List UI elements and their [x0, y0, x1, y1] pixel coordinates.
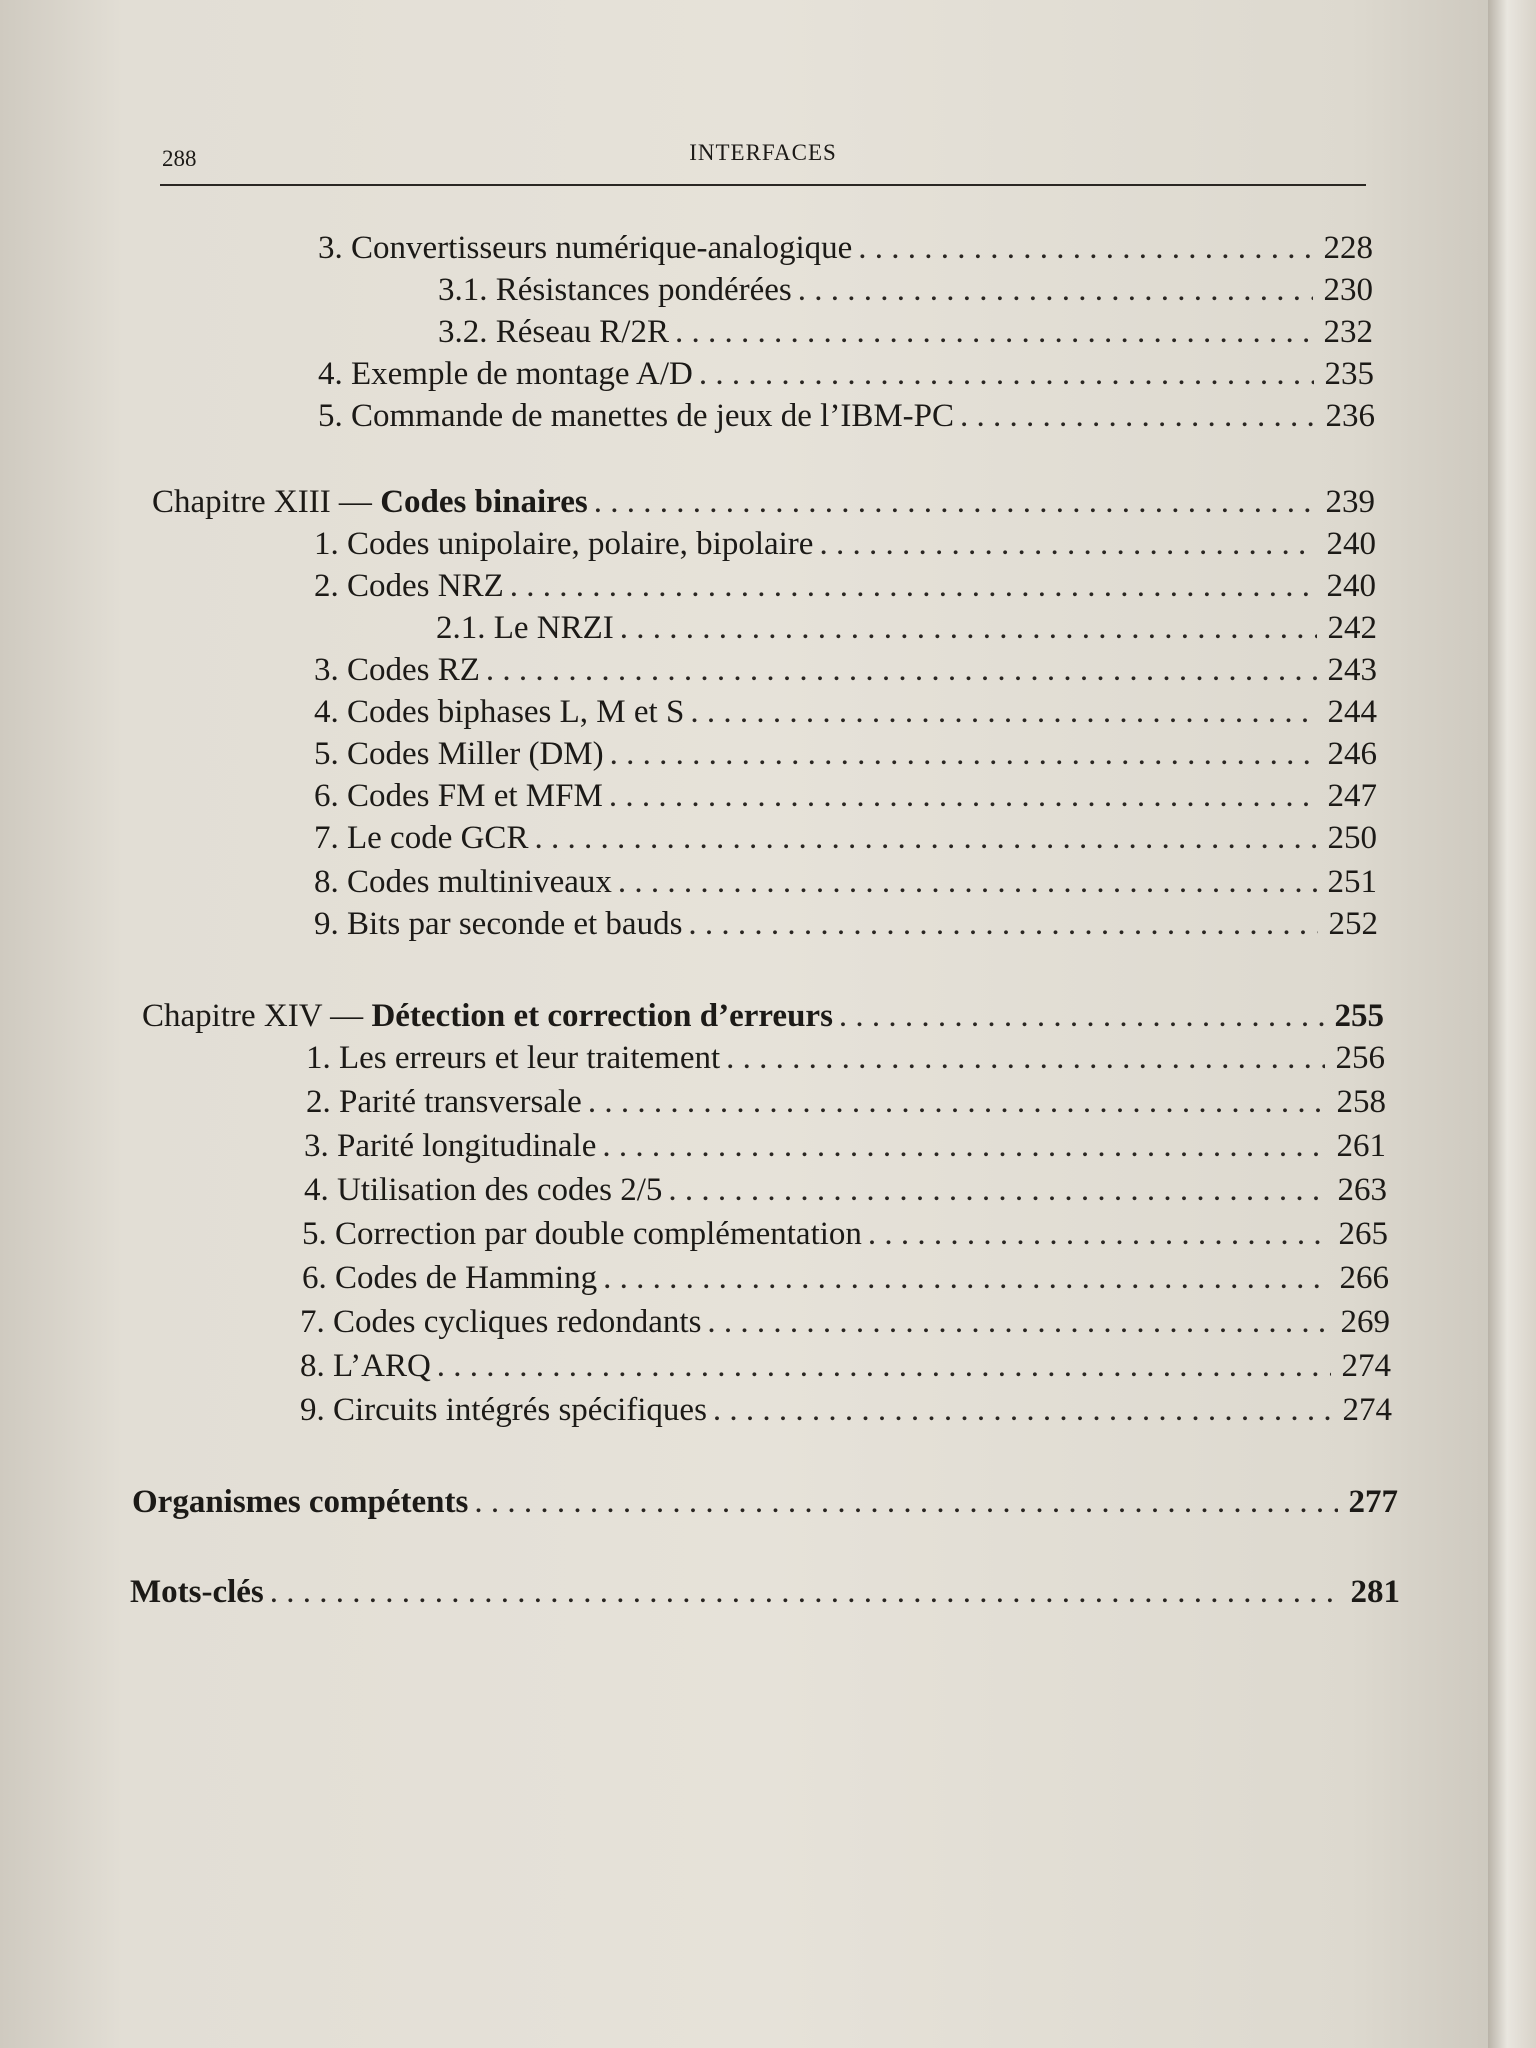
toc-page-number: 252	[1328, 906, 1378, 942]
toc-entry: 3. Parité longitudinale . . . 261	[304, 1126, 1386, 1166]
toc-entry: 7. Le code GCR . . . 250	[314, 818, 1377, 858]
toc-page-number: 258	[1336, 1084, 1386, 1120]
toc-page-number: 246	[1327, 736, 1377, 772]
toc-page-number: 242	[1327, 610, 1377, 646]
leader-dots	[270, 1572, 1340, 1612]
toc-entry: 3.2. Réseau R/2R . . . 232	[438, 312, 1373, 352]
toc-entry: 4. Exemple de montage A/D . . . 235	[318, 354, 1374, 394]
toc-page-number: 269	[1340, 1304, 1390, 1340]
toc-chapter-entry: Chapitre XIII — Codes binaires . . . 239	[152, 482, 1375, 522]
leader-dots	[594, 482, 1315, 522]
leader-dots	[620, 608, 1317, 648]
leader-dots	[960, 396, 1315, 436]
toc-page-number: 251	[1327, 864, 1377, 900]
leader-dots	[603, 1258, 1329, 1298]
leader-dots	[839, 996, 1324, 1036]
toc-page-number: 274	[1341, 1348, 1391, 1384]
leader-dots	[437, 1346, 1331, 1386]
leader-dots	[602, 1126, 1326, 1166]
toc-page-number: 277	[1348, 1484, 1398, 1520]
leader-dots	[868, 1214, 1328, 1254]
toc-entry: 6. Codes de Hamming . . . 266	[302, 1258, 1389, 1298]
toc-page-number: 230	[1323, 272, 1373, 308]
leader-dots	[618, 862, 1317, 902]
toc-entry: 8. Codes multiniveaux . . . 251	[314, 862, 1377, 902]
toc-page-number: 274	[1342, 1392, 1392, 1428]
toc-page-number: 239	[1325, 484, 1375, 520]
toc-page-number: 266	[1339, 1260, 1389, 1296]
leader-dots	[474, 1482, 1338, 1522]
page-number: 288	[162, 146, 197, 171]
leader-dots	[486, 650, 1317, 690]
toc-entry: 8. L’ARQ . . . 274	[300, 1346, 1391, 1386]
toc-chapter-entry: Chapitre XIV — Détection et correction d’erreurs . . . 255	[142, 996, 1384, 1036]
toc-page-number: 232	[1323, 314, 1373, 350]
toc-entry: 3. Convertisseurs numérique-analogique . . . 228	[318, 228, 1373, 268]
leader-dots	[534, 818, 1317, 858]
toc-page-number: 236	[1325, 398, 1375, 434]
leader-dots	[688, 904, 1318, 944]
leader-dots	[707, 1302, 1330, 1342]
toc-entry: 4. Codes biphases L, M et S . . . 244	[314, 692, 1377, 732]
leader-dots	[609, 776, 1317, 816]
toc-page-number: 261	[1336, 1128, 1386, 1164]
toc-page-number: 255	[1334, 998, 1384, 1034]
toc-entry: 5. Commande de manettes de jeux de l’IBM-PC . . . 236	[318, 396, 1375, 436]
toc-entry: 9. Bits par seconde et bauds . . . 252	[314, 904, 1378, 944]
leader-dots	[798, 270, 1313, 310]
toc-page-number: 243	[1327, 652, 1377, 688]
leader-dots	[610, 734, 1317, 774]
leader-dots	[713, 1390, 1332, 1430]
toc-page-number: 244	[1327, 694, 1377, 730]
toc-page-number: 240	[1326, 526, 1376, 562]
toc-entry: 7. Codes cycliques redondants . . . 269	[300, 1302, 1390, 1342]
toc-page-number: 250	[1327, 820, 1377, 856]
leader-dots	[726, 1038, 1325, 1078]
toc-page-number: 281	[1350, 1574, 1400, 1610]
toc-page-number: 256	[1335, 1040, 1385, 1076]
leader-dots	[699, 354, 1314, 394]
toc-entry: 5. Codes Miller (DM) . . . 246	[314, 734, 1377, 774]
toc-entry: 1. Les erreurs et leur traitement . . . 256	[306, 1038, 1385, 1078]
toc-entry: 4. Utilisation des codes 2/5 . . . 263	[304, 1170, 1387, 1210]
toc-entry: 3.1. Résistances pondérées . . . 230	[438, 270, 1373, 310]
toc-page-number: 265	[1338, 1216, 1388, 1252]
toc-page-number: 247	[1327, 778, 1377, 814]
toc-entry: 2.1. Le NRZI . . . 242	[436, 608, 1377, 648]
leader-dots	[858, 228, 1313, 268]
toc-entry: 5. Correction par double complémentation . . . 265	[302, 1214, 1388, 1254]
toc-entry: 3. Codes RZ . . . 243	[314, 650, 1377, 690]
toc-section-entry: Mots-clés . . . 281	[130, 1572, 1400, 1612]
toc-entry: 2. Codes NRZ . . . 240	[314, 566, 1376, 606]
toc-entry: 6. Codes FM et MFM . . . 247	[314, 776, 1377, 816]
toc-page-number: 240	[1326, 568, 1376, 604]
toc-entry: 2. Parité transversale . . . 258	[306, 1082, 1386, 1122]
toc-page-number: 263	[1337, 1172, 1387, 1208]
toc-page-number: 235	[1324, 356, 1374, 392]
toc-section-entry: Organismes compétents . . . 277	[132, 1482, 1398, 1522]
toc-entry: 9. Circuits intégrés spécifiques . . . 274	[300, 1390, 1392, 1430]
leader-dots	[510, 566, 1316, 606]
leader-dots	[668, 1170, 1327, 1210]
toc-entry: 1. Codes unipolaire, polaire, bipolaire . . . 240	[314, 524, 1376, 564]
leader-dots	[819, 524, 1316, 564]
running-title: INTERFACES	[689, 140, 837, 165]
toc-page-number: 228	[1323, 230, 1373, 266]
leader-dots	[675, 312, 1313, 352]
leader-dots	[588, 1082, 1326, 1122]
leader-dots	[690, 692, 1317, 732]
